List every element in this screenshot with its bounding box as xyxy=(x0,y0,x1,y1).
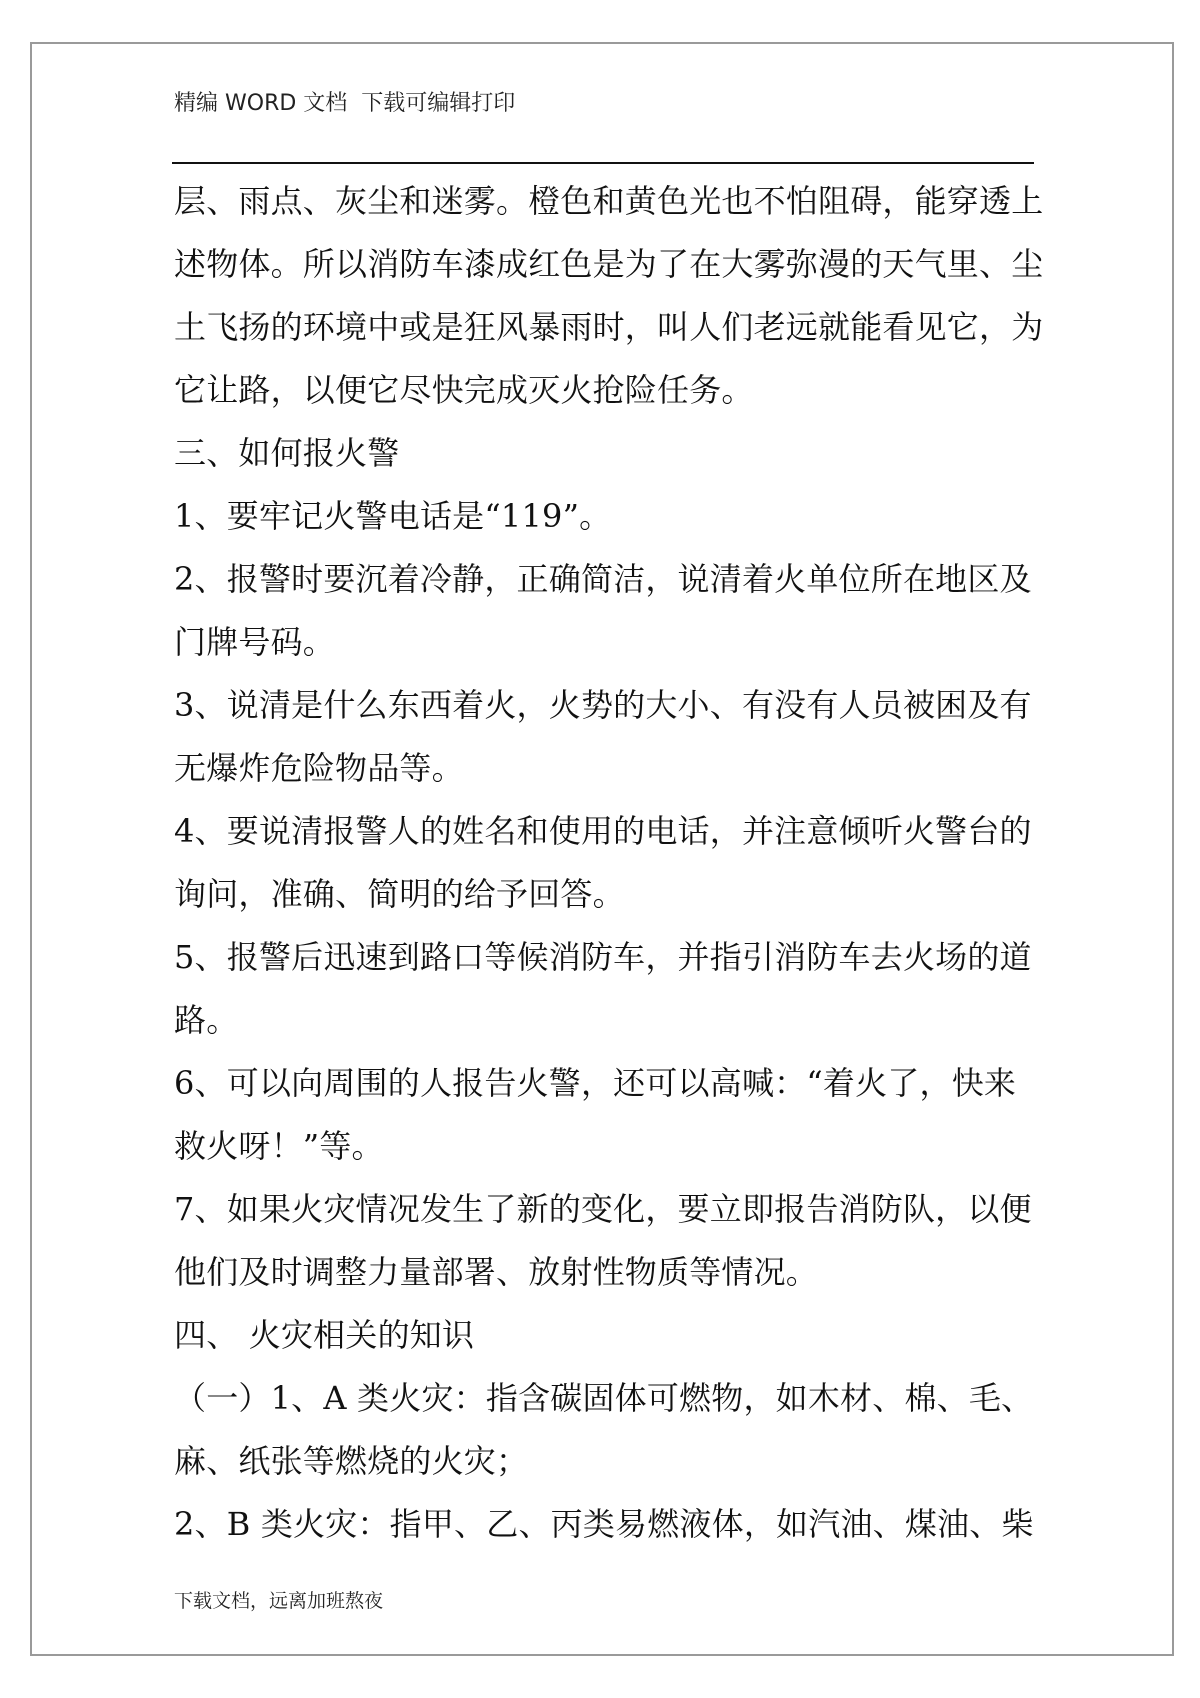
list-item: 2、报警时要沉着冷静，正确简洁，说清着火单位所在地区及 xyxy=(174,560,1032,598)
list-item: 5、报警后迅速到路口等候消防车，并指引消防车去火场的道 xyxy=(174,938,1032,976)
body-line: 述物体。所以消防车漆成红色是为了在大雾弥漫的天气里、尘 xyxy=(174,245,1044,283)
list-item: 1、要牢记火警电话是“119”。 xyxy=(174,497,612,535)
document-body xyxy=(174,170,1046,1556)
body-line: 它让路，以便它尽快完成灭火抢险任务。 xyxy=(174,371,754,409)
list-item: 3、说清是什么东西着火，火势的大小、有没有人员被困及有 xyxy=(174,686,1032,724)
list-item-continuation: 麻、纸张等燃烧的火灾； xyxy=(174,1442,529,1480)
list-item: 6、可以向周围的人报告火警，还可以高喊：“着火了，快来 xyxy=(174,1064,1017,1102)
list-item: 7、如果火灾情况发生了新的变化，要立即报告消防队，以便 xyxy=(174,1190,1032,1228)
list-item-continuation: 救火呀！”等。 xyxy=(174,1127,384,1165)
header-divider xyxy=(172,162,1034,164)
list-item-continuation: 他们及时调整力量部署、放射性物质等情况。 xyxy=(174,1253,819,1291)
section-heading: 三、如何报火警 xyxy=(174,434,400,472)
list-item-continuation: 询问，准确、简明的给予回答。 xyxy=(174,875,625,913)
list-item: 4、要说清报警人的姓名和使用的电话，并注意倾听火警台的 xyxy=(174,812,1032,850)
list-item-continuation: 无爆炸危险物品等。 xyxy=(174,749,464,787)
list-item-continuation: 路。 xyxy=(174,1001,239,1039)
page-header: 精编 WORD 文档 下载可编辑打印 xyxy=(174,91,516,116)
list-item: （一）1、A 类火灾：指含碳固体可燃物，如木材、棉、毛、 xyxy=(174,1379,1034,1417)
list-item: 2、B 类火灾：指甲、乙、丙类易燃液体，如汽油、煤油、柴 xyxy=(174,1505,1034,1543)
body-line: 土飞扬的环境中或是狂风暴雨时，叫人们老远就能看见它，为 xyxy=(174,308,1044,346)
page-footer: 下载文档，远离加班熬夜 xyxy=(174,1590,384,1612)
list-item-continuation: 门牌号码。 xyxy=(174,623,336,661)
body-line: 层、雨点、灰尘和迷雾。橙色和黄色光也不怕阻碍，能穿透上 xyxy=(174,182,1044,220)
section-heading: 四、 火灾相关的知识 xyxy=(174,1316,475,1354)
